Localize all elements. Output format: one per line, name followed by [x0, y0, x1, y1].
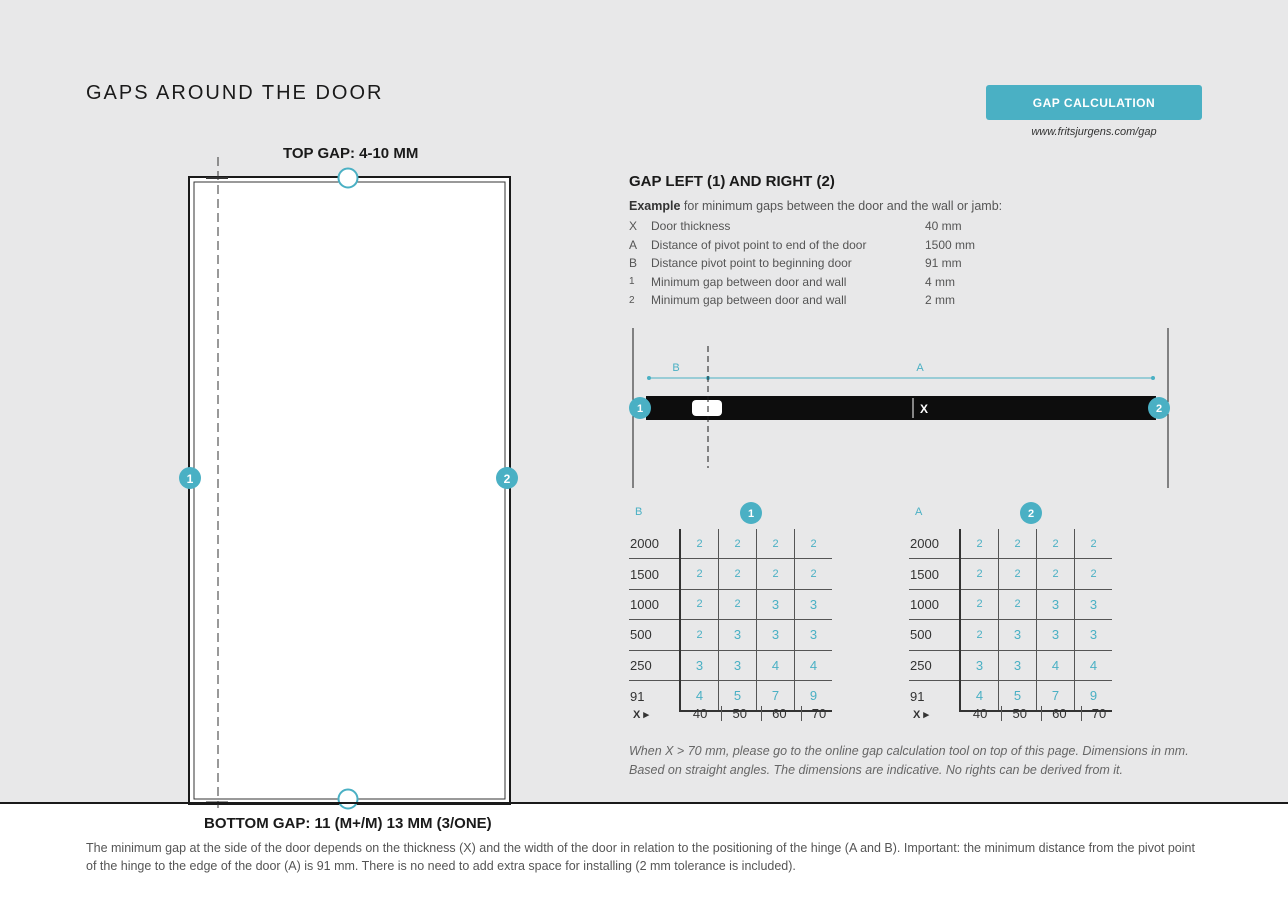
spec-value: 2 mm — [925, 293, 955, 308]
row-label: 500 — [629, 620, 680, 650]
gap-cell: 3 — [757, 620, 795, 650]
table-row — [629, 589, 832, 619]
spec-list — [629, 217, 975, 310]
gap-cell: 3 — [960, 650, 999, 680]
table-row — [909, 529, 1112, 559]
gap-cell: 2 — [960, 529, 999, 559]
x-axis-value: 60 — [1041, 706, 1077, 721]
table-left-marker-label: 1 — [747, 508, 755, 520]
gap-cell: 3 — [680, 650, 719, 680]
page-title: GAPS AROUND THE DOOR — [86, 82, 384, 104]
spec-row — [629, 273, 975, 292]
gap-cell: 2 — [680, 529, 719, 559]
gap-cell: 4 — [960, 680, 999, 711]
row-label: 91 — [910, 688, 925, 704]
gap-cell: 3 — [795, 620, 833, 650]
gap-cell: 3 — [999, 650, 1037, 680]
gap-cell: 2 — [795, 529, 833, 559]
example-bold: Example — [629, 199, 681, 213]
gap-cell: 2 — [960, 589, 999, 619]
gap-cell: 2 — [960, 620, 999, 650]
table-right-marker-icon — [1019, 502, 1043, 526]
plan-label-a: A — [916, 362, 924, 374]
row-label: 250 — [909, 650, 960, 680]
door-elevation-drawing — [0, 0, 620, 905]
gap-cell: 3 — [719, 650, 757, 680]
spec-value: 40 mm — [925, 219, 962, 234]
row-label: 91 — [630, 688, 645, 704]
row-label: 500 — [909, 620, 960, 650]
gap-cell: 2 — [719, 559, 757, 589]
gap-cell: 2 — [719, 589, 757, 619]
section-title: GAP LEFT (1) AND RIGHT (2) — [629, 173, 835, 190]
gap-cell: 3 — [1037, 620, 1075, 650]
top-gap-circle-icon — [339, 169, 358, 188]
table-left-marker-icon — [739, 502, 763, 526]
gap-cell: 4 — [680, 680, 719, 711]
gap-cell: 4 — [1075, 650, 1113, 680]
table-row — [909, 620, 1112, 650]
x-axis-value: 70 — [801, 706, 837, 721]
x-axis-value: 50 — [721, 706, 757, 721]
spec-key: 1 — [629, 276, 635, 288]
table-row — [629, 559, 832, 589]
spec-key: 2 — [629, 294, 635, 306]
row-label: 2000 — [629, 529, 680, 559]
gap-calculation-link[interactable]: www.fritsjurgens.com/gap — [1031, 126, 1157, 138]
row-label: 250 — [629, 650, 680, 680]
gap-cell: 4 — [1037, 650, 1075, 680]
gap-cell: 2 — [719, 529, 757, 559]
gap-cell: 4 — [795, 650, 833, 680]
gap-cell: 4 — [757, 650, 795, 680]
x-axis-value: 40 — [972, 706, 988, 721]
spec-row — [629, 291, 975, 310]
plan-label-x: X — [920, 402, 929, 416]
gap-cell: 3 — [1075, 620, 1113, 650]
gap-cell: 7 — [757, 680, 795, 711]
pivot-hinge-icon — [692, 400, 722, 416]
top-gap-label: TOP GAP: 4-10 MM — [283, 145, 419, 162]
gap-cell: 2 — [680, 620, 719, 650]
door-plan-diagram — [620, 320, 1180, 495]
table-row — [909, 559, 1112, 589]
example-text: for minimum gaps between the door and the wall or jamb: — [680, 199, 1003, 213]
x-axis-value: 50 — [1001, 706, 1037, 721]
gap-cell: 7 — [1037, 680, 1075, 711]
spec-desc: Minimum gap between door and wall — [651, 274, 847, 289]
table-right-x-axis — [913, 706, 1117, 721]
spec-key: X — [629, 219, 638, 234]
gap-cell: 3 — [719, 620, 757, 650]
spec-value: 4 mm — [925, 274, 955, 289]
table-row — [629, 529, 832, 559]
gap-cell: 2 — [1037, 559, 1075, 589]
door-marker-1-label: 1 — [186, 472, 194, 486]
table-left-axis-label: B — [635, 506, 643, 518]
table-right-axis-label: A — [915, 506, 923, 518]
gap-cell: 3 — [757, 589, 795, 619]
gap-cell: 9 — [795, 680, 833, 711]
footer-text: The minimum gap at the side of the door depends on the thickness (X) and the width of the door in relation to the positioning of the hinge (A and B). Important: the minimum distance from the pivot point of the hinge to the edge of the door (A) is 91 mm. There is no need to add extra space for installing (2 mm tolerance is included). — [86, 841, 1195, 873]
row-label: 1500 — [909, 559, 960, 589]
gap-cell: 3 — [1037, 589, 1075, 619]
x-axis-value: 70 — [1081, 706, 1117, 721]
spec-row — [629, 217, 975, 236]
x-axis-label: X ▸ — [633, 709, 649, 721]
table-row — [629, 650, 832, 680]
gap-cell: 5 — [999, 680, 1037, 711]
x-axis-value: 40 — [692, 706, 708, 721]
gap-cell: 2 — [960, 559, 999, 589]
spec-row — [629, 254, 975, 273]
table-row — [909, 589, 1112, 619]
spec-key: A — [629, 237, 638, 252]
x-axis-label: X ▸ — [913, 709, 929, 721]
spec-value: 91 mm — [925, 256, 962, 271]
gap-cell: 2 — [680, 559, 719, 589]
plan-marker-1-label: 1 — [636, 403, 644, 415]
gap-cell: 2 — [680, 589, 719, 619]
gap-cell: 2 — [795, 559, 833, 589]
gap-cell: 2 — [999, 559, 1037, 589]
gap-cell: 2 — [999, 589, 1037, 619]
door-marker-2-label: 2 — [503, 472, 511, 486]
gap-cell: 5 — [719, 680, 757, 711]
bottom-gap-circle-icon — [339, 790, 358, 809]
gap-cell: 3 — [999, 620, 1037, 650]
plan-label-b: B — [672, 362, 680, 374]
gap-cell: 2 — [999, 529, 1037, 559]
disclaimer-note: When X > 70 mm, please go to the online gap calculation tool on top of this page. Dimensions in mm. Based on straight angles. The dimensions are indicative. No rights can be derived from it. — [629, 744, 1189, 777]
spec-row — [629, 236, 975, 255]
x-axis-value: 60 — [761, 706, 797, 721]
row-label: 1000 — [909, 589, 960, 619]
gap-cell: 2 — [757, 559, 795, 589]
gap-table-left — [629, 529, 832, 712]
spec-desc: Distance of pivot point to end of the door — [651, 237, 867, 252]
bottom-gap-label: BOTTOM GAP: 11 (M+/M) 13 MM (3/ONE) — [204, 815, 492, 832]
gap-cell: 3 — [1075, 589, 1113, 619]
row-label: 2000 — [909, 529, 960, 559]
example-intro — [629, 199, 1002, 213]
gap-table-right — [909, 529, 1112, 712]
table-right-marker-label: 2 — [1027, 508, 1035, 520]
spec-desc: Minimum gap between door and wall — [651, 293, 847, 308]
gap-cell: 9 — [1075, 680, 1113, 711]
spec-value: 1500 mm — [925, 237, 976, 252]
gap-cell: 2 — [1037, 529, 1075, 559]
row-label: 1500 — [629, 559, 680, 589]
gap-calculation-button[interactable]: GAP CALCULATION — [986, 85, 1202, 120]
table-left-x-axis — [633, 706, 837, 721]
table-row — [629, 620, 832, 650]
plan-marker-2-label: 2 — [1155, 403, 1163, 415]
row-label: 1000 — [629, 589, 680, 619]
floor-line — [0, 802, 1288, 804]
spec-key: B — [629, 256, 638, 271]
gap-cell: 2 — [1075, 529, 1113, 559]
spec-desc: Distance pivot point to beginning door — [651, 256, 852, 271]
table-row — [909, 650, 1112, 680]
gap-cell: 2 — [757, 529, 795, 559]
gap-cell: 2 — [1075, 559, 1113, 589]
gap-cell: 3 — [795, 589, 833, 619]
spec-desc: Door thickness — [651, 219, 731, 234]
